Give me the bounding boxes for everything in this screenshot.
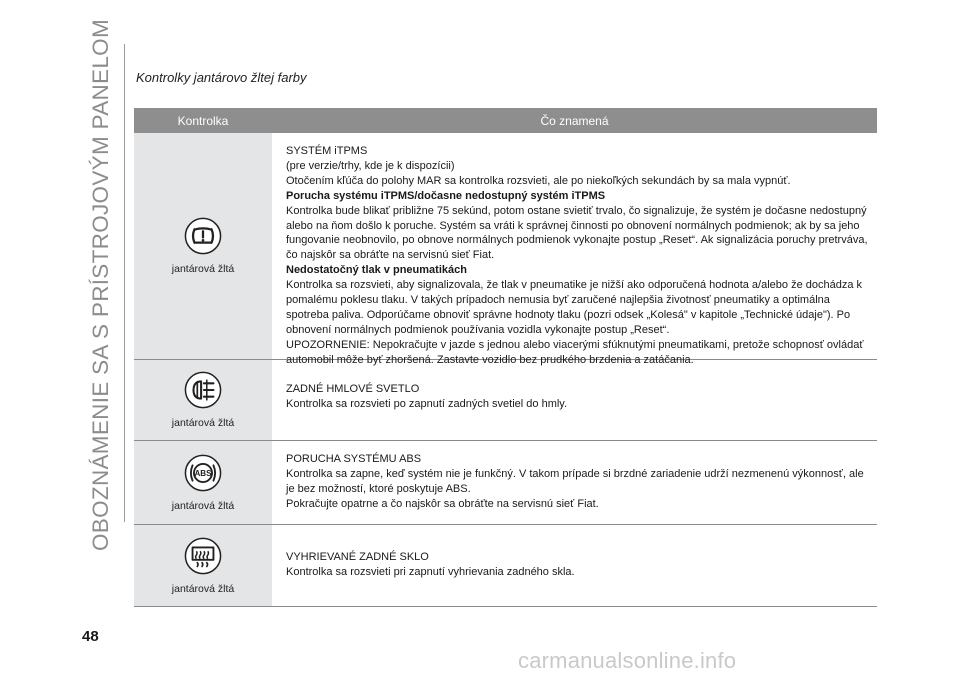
rear-window-defroster-icon	[184, 537, 222, 575]
tpms-warning-icon	[184, 217, 222, 255]
icon-cell	[134, 441, 272, 524]
abs-warning-icon	[184, 454, 222, 492]
abs-icon-label: ABS	[194, 468, 212, 478]
icon-caption: jantárová žltá	[171, 582, 235, 595]
icon-caption: jantárová žltá	[171, 263, 235, 275]
description-line: PORUCHA SYSTÉMU ABS	[286, 453, 422, 465]
icon-cell	[134, 525, 272, 606]
page-number: 48	[82, 628, 99, 645]
description-line: Kontrolka sa zapne, keď systém nie je funkčný. V takom prípade si brzdné zariadenie udrží nezmenenú výkonnosť, ale je bez možností, ktoré poskytuje ABS.	[286, 467, 864, 495]
description-line: Pokračujte opatrne a čo najskôr sa obráťte na servisnú sieť Fiat.	[286, 497, 599, 510]
icon-cell	[134, 133, 272, 359]
description-line: Kontrolka sa rozsvieti po zapnutí zadných svetiel do hmly.	[286, 397, 568, 410]
warning-lights-table	[134, 108, 877, 607]
section-heading: Kontrolky jantárovo žltej farby	[136, 70, 307, 85]
description-line: Kontrolka sa rozsvieti pri zapnutí vyhrievania zadného skla.	[286, 565, 575, 578]
description-cell	[272, 133, 877, 366]
description-cell	[272, 441, 877, 524]
description-line: SYSTÉM iTPMS	[286, 145, 368, 157]
side-chapter-title	[84, 18, 118, 552]
table-header	[134, 108, 877, 133]
description-line: UPOZORNENIE: Nepokračujte v jazde s jednou alebo viacerými sfúknutými pneumatikami, pretože schopnosť ovládať automobil môže byť zhoršená. Zastavte vozidlo bez prudkého brzdenia a zatáčania.	[286, 338, 864, 366]
description-line: ZADNÉ HMLOVÉ SVETLO	[286, 383, 420, 395]
icon-caption: jantárová žltá	[171, 499, 235, 512]
description-subheading: Nedostatočný tlak v pneumatikách	[286, 264, 467, 277]
header-co-znamena: Čo znamená	[540, 113, 609, 128]
table-row	[134, 441, 877, 525]
description-line: VYHRIEVANÉ ZADNÉ SKLO	[286, 551, 429, 563]
description-cell	[272, 525, 877, 606]
table-row	[134, 525, 877, 607]
header-kontrolka: Kontrolka	[177, 113, 229, 128]
icon-caption: jantárová žltá	[171, 417, 235, 429]
description-line: Kontrolka sa rozsvieti, aby signalizovala, že tlak v pneumatike je nižší ako odporučená hodnota a/alebo že dochádza k pomalému poklesu tlaku. V takých prípadoch nemusia byť zaručené najlepšia životnosť pneumatiky a optimálna spotreba paliva. Odporúčame obnoviť správne hodnoty tlaku (pozri odsek „Kolesá" v kapitole „Technické údaje"). Po obnovení normálnych podmienok používania vozidla vykonajte postup „Reset“.	[286, 279, 863, 336]
description-line: Otočením kľúča do polohy MAR sa kontrolka rozsvieti, ale po niekoľkých sekundách by sa mala vypnúť.	[286, 174, 791, 187]
side-chapter-title-text: OBOZNÁMENIE SA S PRÍSTROJOVÝM PANELOM	[88, 18, 113, 552]
description-cell	[272, 360, 877, 440]
table-row	[134, 133, 877, 366]
table-row	[134, 360, 877, 441]
icon-cell	[134, 360, 272, 440]
description-subheading: Porucha systému iTPMS/dočasne nedostupný systém iTPMS	[286, 189, 606, 202]
side-divider	[124, 44, 125, 522]
description-line: (pre verzie/trhy, kde je k dispozícii)	[286, 159, 455, 172]
rear-fog-light-icon	[184, 371, 222, 409]
watermark: carmanualsonline.info	[518, 648, 737, 673]
description-line: Kontrolka bude blikať približne 75 sekúnd, potom ostane svietiť trvalo, čo signalizuje, že systém je dočasne nedostupný alebo na ňom došlo k poruche. Systém sa vráti k správnej činnosti po obnovení normálnych podmienok; ak by sa jeho fungovanie neobnovilo, po obnove normálnych podmienok vykonajte postup „Reset“. Ak signalizácia poruchy pretrváva, čo najskôr sa obráťte na servisnú sieť Fiat.	[286, 204, 868, 262]
